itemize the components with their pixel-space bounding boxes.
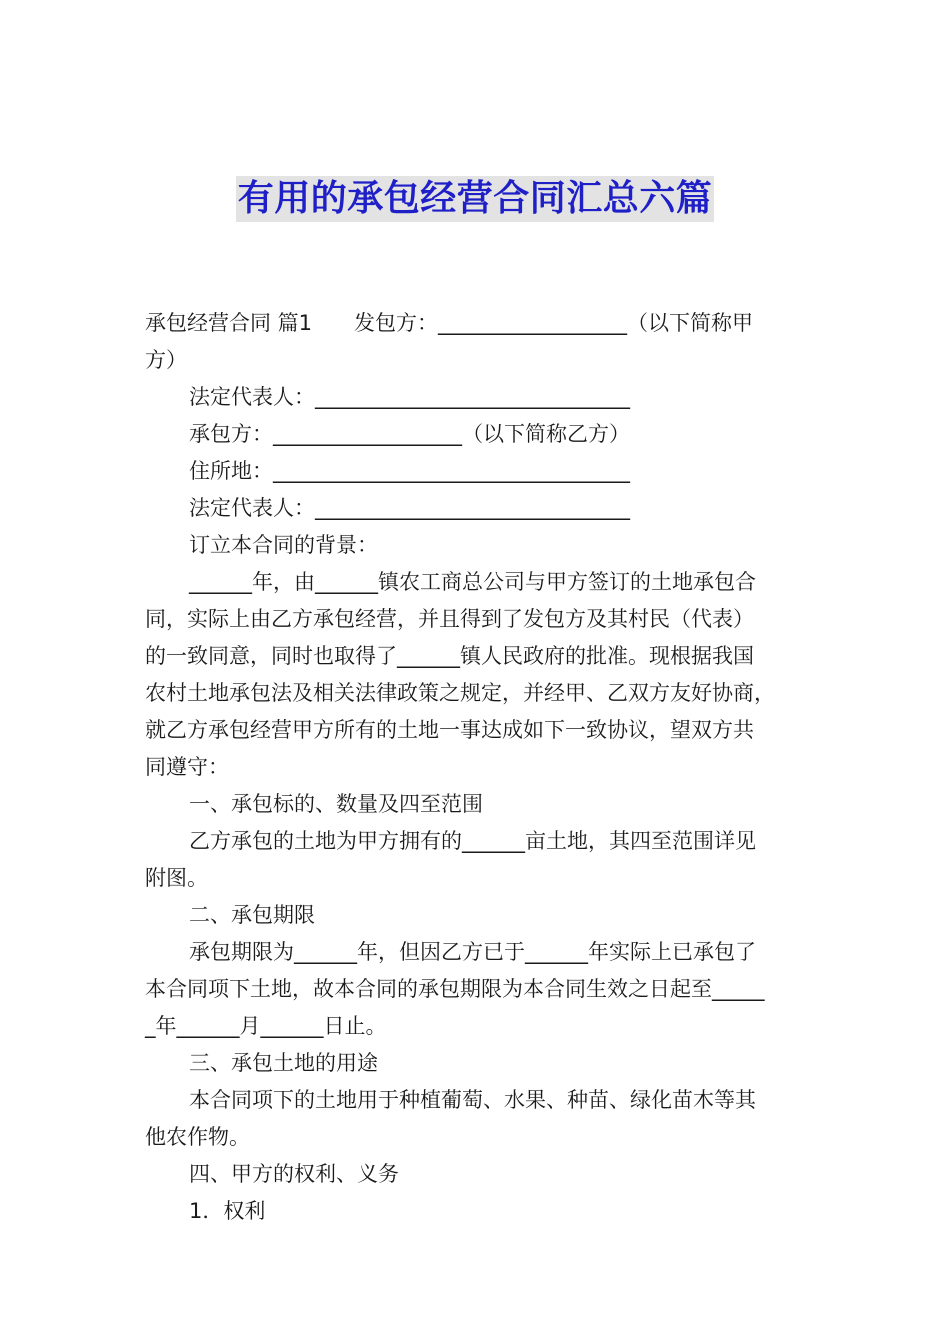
text-line: 本合同项下的土地用于种植葡萄、水果、种苗、绿化苗木等其 [189,1088,756,1112]
text-line: 承包期限为______年，但因乙方已于______年实际上已承包了 [189,940,756,964]
address-field: 住所地：__________________________________ [189,459,630,483]
text-line: 就乙方承包经营甲方所有的土地一事达成如下一致协议，望双方共 [145,718,754,742]
section-heading-2: 二、承包期限 [189,903,315,927]
section-heading-3: 三、承包土地的用途 [189,1051,378,1075]
text-line: 附图。 [145,866,208,890]
text-line: 方） [145,348,187,372]
background-heading: 订立本合同的背景： [189,533,378,557]
text-line: 本合同项下土地，故本合同的承包期限为本合同生效之日起至_____ [145,977,765,1001]
subsection-heading: 1．权利 [189,1199,266,1223]
section-heading-4: 四、甲方的权利、义务 [189,1162,399,1186]
text-line: 同，实际上由乙方承包经营，并且得到了发包方及其村民（代表） [145,607,754,631]
text-line: _年______月______日止。 [145,1014,387,1038]
text-line: 同遵守： [145,755,229,779]
contract-intro-line: 承包经营合同 篇1 发包方：__________________（以下简称甲 [145,311,754,335]
text-line: 农村土地承包法及相关法律政策之规定，并经甲、乙双方友好协商， [145,681,775,705]
contractor-field: 承包方：__________________（以下简称乙方） [189,422,630,446]
legal-rep-field-2: 法定代表人：______________________________ [189,496,630,520]
text-line: 他农作物。 [145,1125,250,1149]
text-line: 的一致同意，同时也取得了______镇人民政府的批准。现根据我国 [145,644,754,668]
section-heading-1: 一、承包标的、数量及四至范围 [189,792,483,816]
document-body [145,305,810,1230]
document-title: 有用的承包经营合同汇总六篇 [236,176,715,222]
title-container [0,176,950,222]
legal-rep-field: 法定代表人：______________________________ [189,385,630,409]
text-line: ______年，由______镇农工商总公司与甲方签订的土地承包合 [189,570,756,594]
text-line: 乙方承包的土地为甲方拥有的______亩土地，其四至范围详见 [189,829,756,853]
